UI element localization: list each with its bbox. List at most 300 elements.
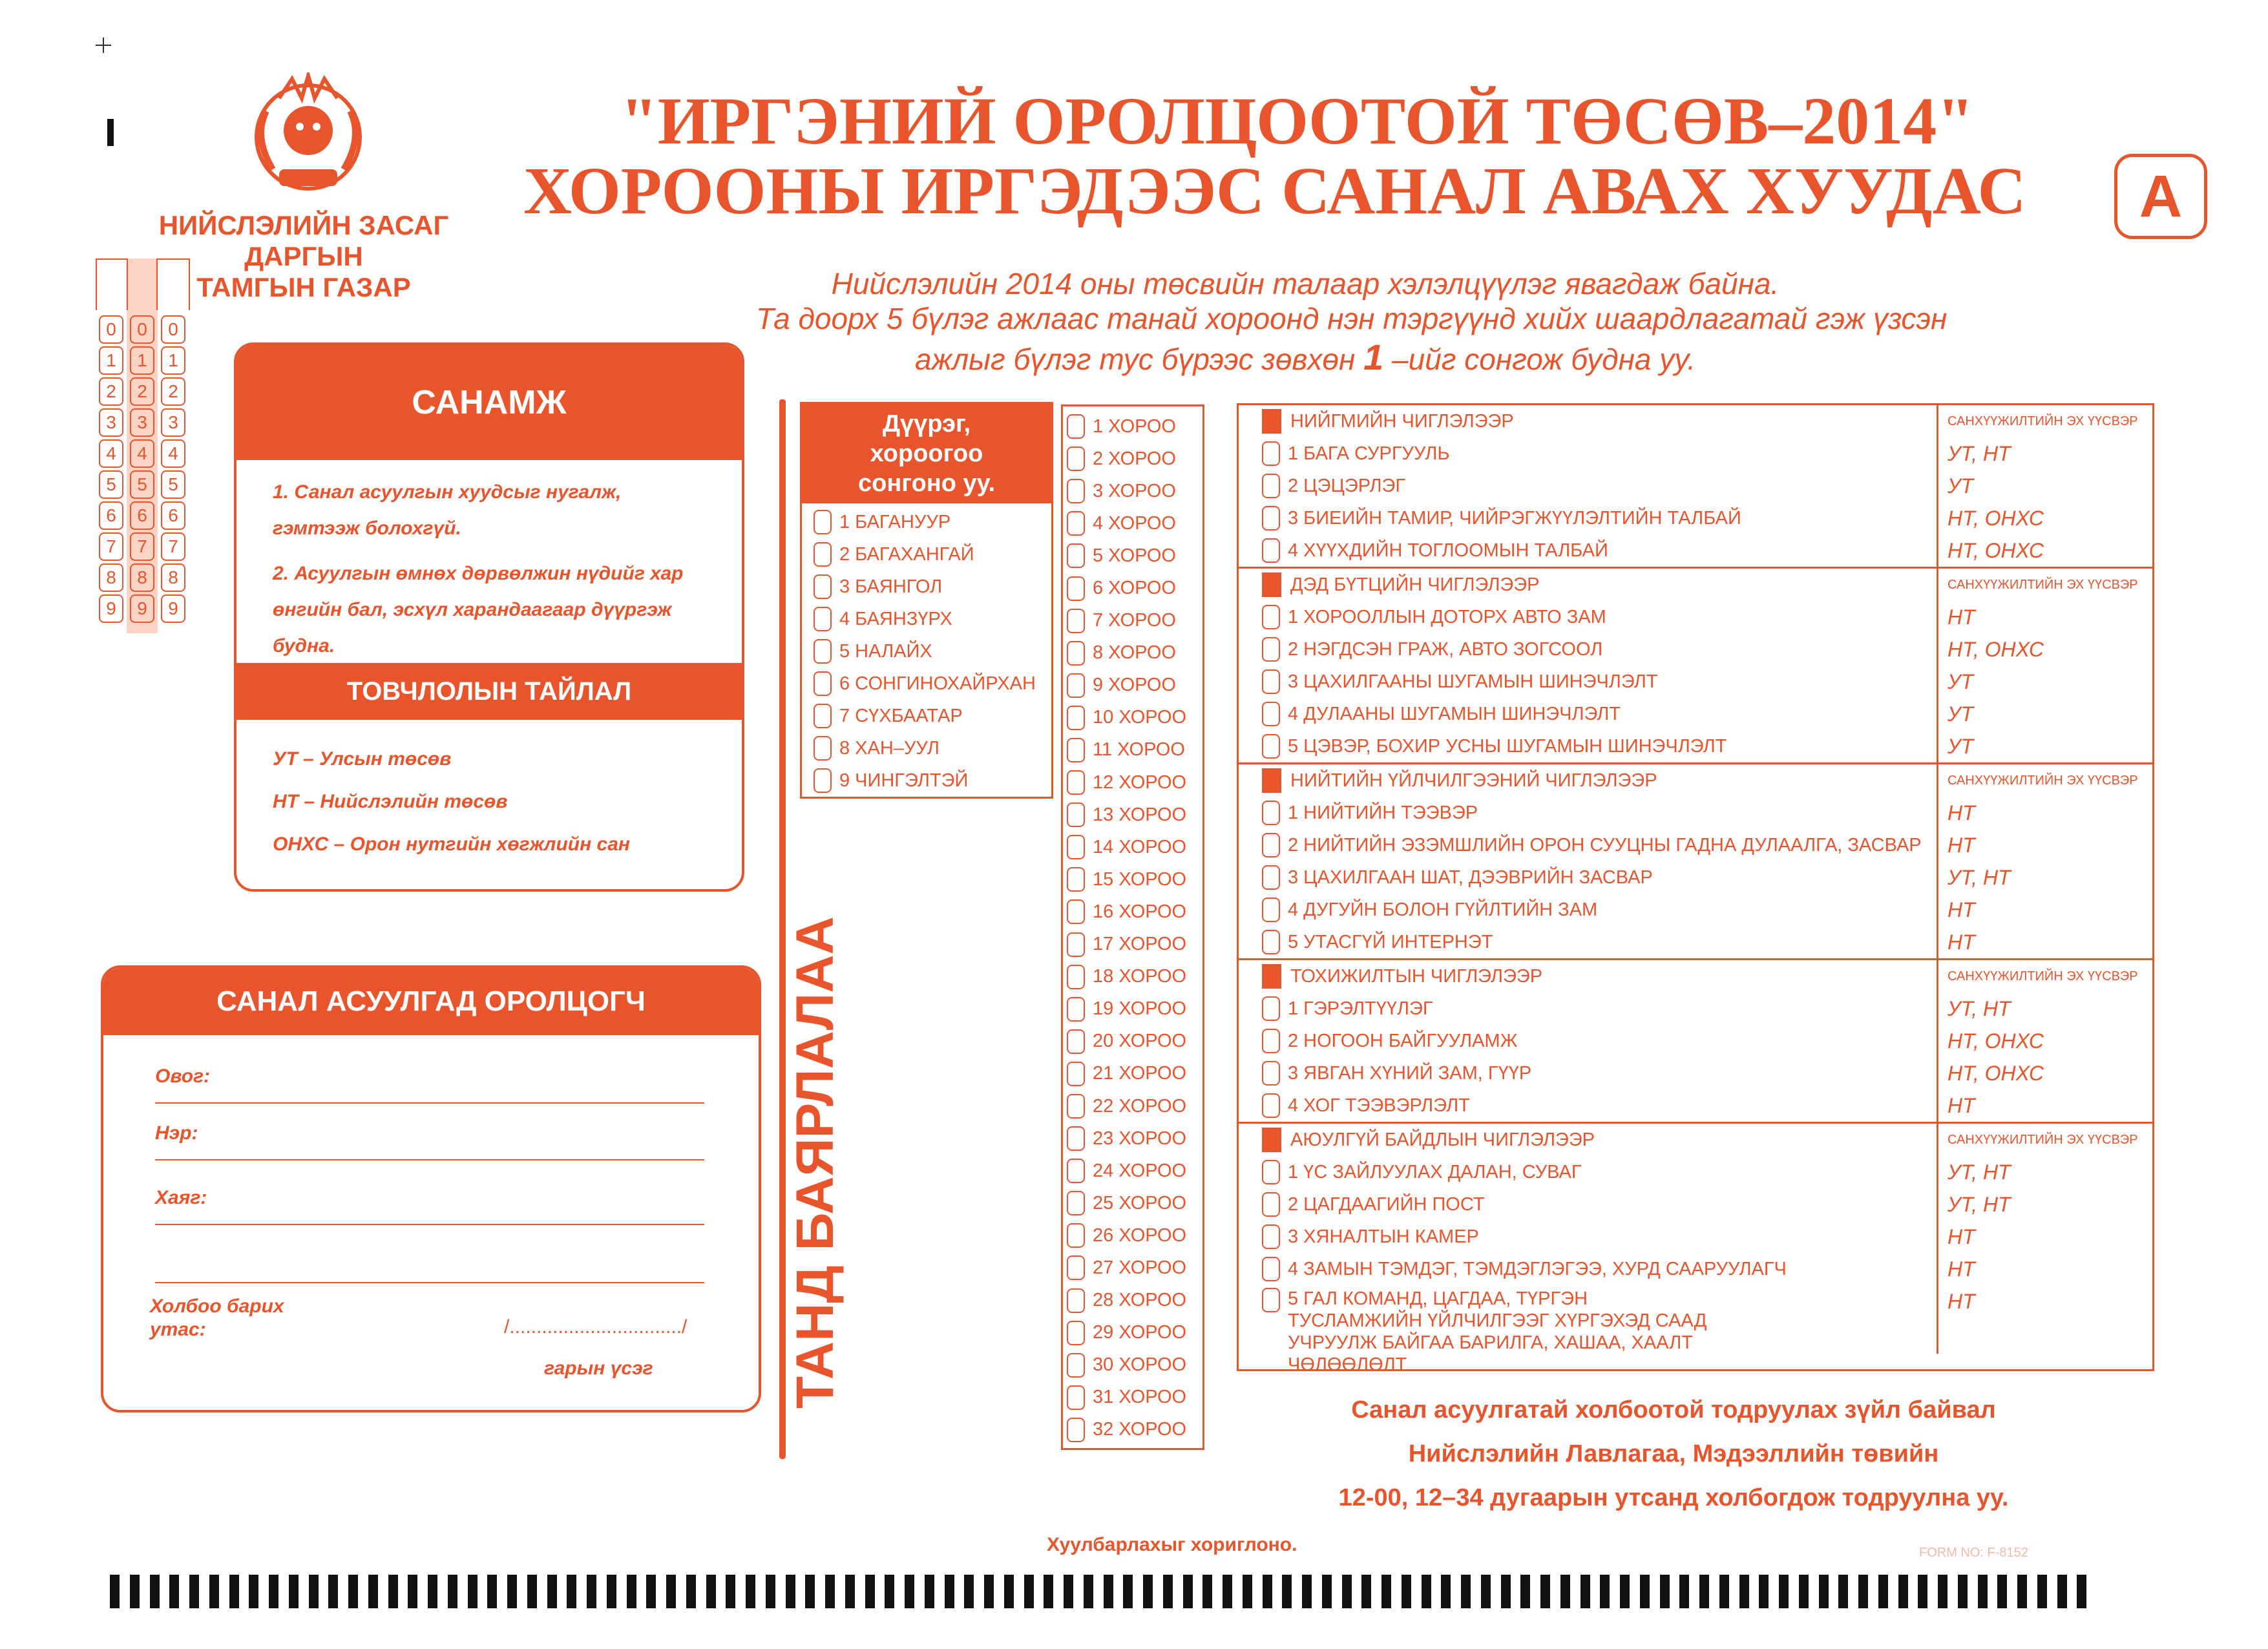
phone-label-1: Холбоо барих [150, 1296, 284, 1317]
timing-bar [1481, 1575, 1491, 1608]
digit-bubble[interactable]: 5 [161, 470, 185, 499]
timing-bar [309, 1575, 319, 1608]
checkbox-icon[interactable] [1067, 1385, 1085, 1410]
checkbox-icon[interactable] [1067, 1062, 1085, 1086]
project-label: 2 НИЙТИЙН ЭЗЭМШЛИЙН ОРОН СУУЦНЫ ГАДНА ДУЛААЛГА, ЗАСВАР [1288, 834, 1922, 856]
digit-bubble[interactable]: 0 [130, 315, 154, 344]
project-option[interactable] [1239, 861, 2152, 894]
checkbox-icon[interactable] [814, 704, 832, 728]
khoroo-label: 9 ХОРОО [1093, 675, 1176, 696]
digit-bubble[interactable]: 1 [130, 346, 154, 375]
checkbox-icon[interactable] [814, 574, 832, 599]
form-letter-badge [2114, 154, 2207, 239]
project-option[interactable] [1239, 1285, 2152, 1375]
timing-bar [1381, 1575, 1391, 1608]
checkbox-icon[interactable] [1067, 770, 1085, 795]
funding-source: НТ, ОНХС [1937, 633, 2150, 666]
timing-bar [587, 1575, 596, 1608]
timing-bar [1322, 1575, 1332, 1608]
khoroo-option[interactable] [1067, 1414, 1202, 1446]
checkbox-icon[interactable] [1262, 1093, 1280, 1118]
last-name-field[interactable] [155, 1064, 704, 1104]
id-digit-grid [96, 258, 190, 633]
checkbox-icon[interactable] [1262, 474, 1280, 498]
checkbox-icon[interactable] [1262, 930, 1280, 954]
timing-bar [448, 1575, 457, 1608]
checkbox-icon[interactable] [1262, 538, 1280, 563]
timing-bar [1739, 1575, 1749, 1608]
khoroo-label: 5 ХОРОО [1093, 545, 1176, 566]
checkbox-icon[interactable] [1262, 1192, 1280, 1217]
khoroo-option[interactable] [1067, 540, 1202, 572]
checkbox-icon[interactable] [1262, 669, 1280, 694]
checkbox-icon[interactable] [1262, 637, 1280, 662]
timing-bar [1640, 1575, 1650, 1608]
digit-bubble[interactable]: 4 [99, 439, 123, 468]
project-label: 1 ГЭРЭЛТҮҮЛЭГ [1288, 998, 1433, 1019]
checkbox-icon[interactable] [1067, 1223, 1085, 1248]
funding-source: НТ [1937, 601, 2150, 633]
timing-bar [1600, 1575, 1610, 1608]
khoroo-option[interactable] [1067, 572, 1202, 604]
digit-bubble[interactable]: 9 [130, 594, 154, 623]
timing-bar [1620, 1575, 1630, 1608]
project-label: 3 ЦАХИЛГААНЫ ШУГАМЫН ШИНЭЧЛЭЛТ [1288, 671, 1658, 692]
timing-bar [1422, 1575, 1431, 1608]
address-field-line-2[interactable] [155, 1243, 704, 1283]
checkbox-icon[interactable] [1067, 1126, 1085, 1151]
timing-bar [1143, 1575, 1153, 1608]
project-label: 1 НИЙТИЙН ТЭЭВЭР [1288, 802, 1478, 823]
khoroo-option[interactable] [1067, 1252, 1202, 1284]
checkbox-icon[interactable] [1262, 833, 1280, 857]
digit-column-3 [160, 313, 187, 625]
district-label: 8 ХАН–УУЛ [839, 737, 940, 759]
checkbox-icon[interactable] [1262, 801, 1280, 825]
checkbox-icon[interactable] [1262, 506, 1280, 530]
timing-bar [1243, 1575, 1252, 1608]
checkbox-icon[interactable] [1067, 1029, 1085, 1054]
timing-bar [1104, 1575, 1113, 1608]
timing-bar [1520, 1575, 1530, 1608]
timing-bar [507, 1575, 517, 1608]
timing-bar [1779, 1575, 1789, 1608]
digit-bubble[interactable]: 2 [130, 377, 154, 406]
no-copy-notice: Хуулбарлахыг хориглоно. [1047, 1534, 1297, 1555]
funding-source: НТ [1937, 1221, 2150, 1253]
timing-bar [686, 1575, 696, 1608]
checkbox-icon[interactable] [814, 639, 832, 664]
district-option[interactable] [814, 667, 1051, 700]
khoroo-option[interactable] [1067, 1349, 1202, 1381]
digit-bubble[interactable]: 3 [99, 408, 123, 437]
digit-bubble[interactable]: 9 [161, 594, 185, 623]
project-label: 5 УТАСГҮЙ ИНТЕРНЭТ [1288, 931, 1493, 952]
khoroo-option[interactable] [1067, 896, 1202, 928]
address-field[interactable] [155, 1185, 704, 1225]
timing-bar [169, 1575, 179, 1608]
timing-bar [468, 1575, 478, 1608]
khoroo-option[interactable] [1067, 1090, 1202, 1122]
khoroo-option[interactable] [1067, 1317, 1202, 1349]
phone-field[interactable] [150, 1295, 719, 1347]
project-option[interactable] [1239, 437, 2152, 470]
project-option[interactable] [1239, 1188, 2152, 1221]
timing-bar [945, 1575, 954, 1608]
khoroo-option[interactable] [1067, 929, 1202, 961]
khoroo-box [1061, 404, 1204, 1450]
checkbox-icon[interactable] [1067, 576, 1085, 601]
checkbox-icon[interactable] [814, 736, 832, 761]
project-option[interactable] [1239, 1221, 2152, 1253]
khoroo-option[interactable] [1067, 1122, 1202, 1155]
project-option[interactable] [1239, 894, 2152, 926]
khoroo-label: 4 ХОРОО [1093, 512, 1176, 534]
city-emblem [240, 72, 376, 202]
project-option[interactable] [1239, 993, 2152, 1025]
timing-bar [766, 1575, 775, 1608]
intro-number: 1 [1363, 337, 1384, 377]
checkbox-icon[interactable] [1262, 605, 1280, 629]
khoroo-option[interactable] [1067, 1285, 1202, 1317]
checkbox-icon[interactable] [1262, 1257, 1280, 1281]
district-label: 1 БАГАНУУР [839, 511, 951, 532]
khoroo-label: 19 ХОРОО [1093, 998, 1187, 1020]
contact-info [1254, 1388, 2094, 1520]
digit-bubble[interactable]: 7 [161, 532, 185, 561]
project-option[interactable] [1239, 797, 2152, 829]
timing-bar [1223, 1575, 1232, 1608]
warning-title: САНАМЖ [236, 345, 742, 460]
district-title-1: Дүүрэг, [882, 410, 971, 437]
checkbox-icon[interactable] [1262, 865, 1280, 890]
digit-bubble[interactable]: 5 [130, 470, 154, 499]
timing-bar [1660, 1575, 1670, 1608]
signature-line[interactable]: /................................/ [504, 1316, 688, 1338]
checkbox-icon[interactable] [1067, 543, 1085, 568]
khoroo-list [1063, 406, 1202, 1446]
timing-bar [964, 1575, 974, 1608]
timing-bar [1838, 1575, 1848, 1608]
digit-bubble[interactable]: 2 [161, 377, 185, 406]
funding-source: НТ, ОНХС [1937, 1025, 2150, 1057]
checkbox-icon[interactable] [1067, 1418, 1085, 1442]
khoroo-label: 1 ХОРОО [1093, 415, 1176, 437]
checkbox-icon[interactable] [1067, 641, 1085, 666]
digit-bubble[interactable]: 4 [130, 439, 154, 468]
digit-bubble[interactable]: 8 [161, 563, 185, 592]
project-option[interactable] [1239, 502, 2152, 534]
project-option[interactable] [1239, 1089, 2152, 1122]
funding-source: УТ [1937, 666, 2150, 698]
digit-column-1 [98, 313, 125, 625]
timing-bar [1858, 1575, 1868, 1608]
funding-source: УТ, НТ [1937, 1156, 2150, 1188]
checkbox-icon[interactable] [1067, 706, 1085, 730]
district-option[interactable] [814, 732, 1051, 764]
khoroo-option[interactable] [1067, 734, 1202, 766]
timing-bar [805, 1575, 815, 1608]
timing-bar [388, 1575, 398, 1608]
checkbox-icon[interactable] [814, 768, 832, 793]
digit-bubble[interactable]: 0 [99, 315, 123, 344]
funding-source: НТ [1937, 1089, 2150, 1122]
project-option[interactable] [1239, 1253, 2152, 1285]
timing-bar [130, 1575, 140, 1608]
khoroo-label: 2 ХОРОО [1093, 448, 1176, 469]
checkbox-icon[interactable] [1067, 1159, 1085, 1183]
project-option[interactable] [1239, 1057, 2152, 1089]
funding-source: НТ [1937, 1253, 2150, 1285]
funding-source: НТ, ОНХС [1937, 1057, 2150, 1089]
checkbox-icon[interactable] [1067, 1191, 1085, 1215]
form-number: FORM NO: F-8152 [1919, 1546, 2028, 1560]
digit-bubble[interactable]: 7 [99, 532, 123, 561]
district-option[interactable] [814, 538, 1051, 571]
khoroo-label: 7 ХОРОО [1093, 610, 1176, 631]
timing-bar [1461, 1575, 1471, 1608]
agency-line-1: НИЙСЛЭЛИЙН ЗАСАГ ДАРГЫН [158, 210, 449, 271]
checkbox-icon[interactable] [1262, 1160, 1280, 1184]
checkbox-icon[interactable] [1262, 702, 1280, 726]
timing-mark [107, 119, 114, 146]
project-option[interactable] [1239, 633, 2152, 666]
district-title [802, 404, 1051, 503]
digit-bubble[interactable]: 3 [161, 408, 185, 437]
checkbox-icon[interactable] [1067, 414, 1085, 439]
khoroo-label: 31 ХОРОО [1093, 1387, 1187, 1408]
project-option[interactable] [1239, 698, 2152, 730]
checkbox-icon[interactable] [1067, 609, 1085, 633]
project-label: 3 ЯВГАН ХҮНИЙ ЗАМ, ГҮҮР [1288, 1062, 1532, 1084]
checkbox-icon[interactable] [1067, 803, 1085, 827]
checkbox-icon[interactable] [1067, 1255, 1085, 1280]
intro-line-3 [756, 336, 1854, 378]
checkbox-icon[interactable] [1067, 997, 1085, 1022]
khoroo-option[interactable] [1067, 1155, 1202, 1187]
project-label: 2 НЭГДСЭН ГРАЖ, АВТО ЗОГСООЛ [1288, 638, 1603, 660]
district-option[interactable] [814, 635, 1051, 667]
khoroo-option[interactable] [1067, 1187, 1202, 1219]
timing-bar [1183, 1575, 1193, 1608]
checkbox-icon[interactable] [1262, 1029, 1280, 1053]
digit-bubble[interactable]: 9 [99, 594, 123, 623]
checkbox-icon[interactable] [1067, 835, 1085, 859]
digit-bubble[interactable]: 6 [99, 501, 123, 530]
funding-source: НТ, ОНХС [1937, 534, 2150, 567]
digit-bubble[interactable]: 1 [161, 346, 185, 375]
project-label: 3 ХЯНАЛТЫН КАМЕР [1288, 1226, 1479, 1247]
checkbox-icon[interactable] [814, 510, 832, 534]
checkbox-icon[interactable] [1067, 932, 1085, 957]
project-option[interactable] [1239, 1025, 2152, 1057]
digit-bubble[interactable]: 3 [130, 408, 154, 437]
khoroo-option[interactable] [1067, 475, 1202, 507]
district-option[interactable] [814, 571, 1051, 603]
timing-bar [1342, 1575, 1352, 1608]
district-label: 3 БАЯНГОЛ [839, 576, 943, 597]
project-option[interactable] [1239, 829, 2152, 861]
checkbox-icon[interactable] [1262, 441, 1280, 466]
digit-bubble[interactable]: 8 [99, 563, 123, 592]
khoroo-label: 21 ХОРОО [1093, 1063, 1187, 1084]
timing-bar [726, 1575, 735, 1608]
district-list [802, 503, 1051, 797]
timing-bar [1501, 1575, 1511, 1608]
digit-bubble[interactable]: 6 [130, 501, 154, 530]
checkbox-icon[interactable] [1067, 899, 1085, 924]
checkbox-icon[interactable] [1067, 1288, 1085, 1313]
timing-bar [1918, 1575, 1927, 1608]
first-name-field[interactable] [155, 1120, 704, 1161]
timing-bar [2017, 1575, 2027, 1608]
project-option[interactable] [1239, 470, 2152, 502]
checkbox-icon[interactable] [1262, 1288, 1280, 1312]
khoroo-option[interactable] [1067, 1219, 1202, 1252]
district-option[interactable] [814, 764, 1051, 797]
timing-bar [1361, 1575, 1371, 1608]
khoroo-label: 11 ХОРОО [1093, 739, 1185, 761]
khoroo-option[interactable] [1067, 669, 1202, 702]
checkbox-icon[interactable] [1067, 867, 1085, 892]
khoroo-option[interactable] [1067, 605, 1202, 637]
khoroo-option[interactable] [1067, 702, 1202, 734]
checkbox-icon[interactable] [1067, 479, 1085, 503]
timing-bar [1044, 1575, 1053, 1608]
checkbox-icon[interactable] [1262, 898, 1280, 922]
timing-bar [269, 1575, 278, 1608]
project-label: 4 ЗАМЫН ТЭМДЭГ, ТЭМДЭГЛЭГЭЭ, ХУРД СААРУУЛАГЧ [1288, 1258, 1787, 1279]
khoroo-option[interactable] [1067, 637, 1202, 669]
funding-source: УТ [1937, 470, 2150, 502]
address-label: Хаяг: [155, 1187, 207, 1208]
timing-bar [110, 1575, 120, 1608]
project-option[interactable] [1239, 926, 2152, 958]
category-marker-icon [1262, 768, 1281, 793]
khoroo-option[interactable] [1067, 1025, 1202, 1058]
timing-bar [1263, 1575, 1272, 1608]
checkbox-icon[interactable] [1067, 738, 1085, 762]
funding-source: УТ, НТ [1937, 993, 2150, 1025]
digit-bubble[interactable]: 2 [99, 377, 123, 406]
district-label: 4 БАЯНЗҮРХ [839, 608, 952, 629]
checkbox-icon[interactable] [1067, 446, 1085, 471]
timing-bar [1123, 1575, 1133, 1608]
checkbox-icon[interactable] [1067, 1353, 1085, 1378]
khoroo-label: 32 ХОРОО [1093, 1419, 1187, 1440]
category-section [1239, 960, 2152, 1124]
project-option[interactable] [1239, 666, 2152, 698]
district-option[interactable] [814, 506, 1051, 538]
district-option[interactable] [814, 700, 1051, 732]
project-label: 1 ХОРООЛЛЫН ДОТОРХ АВТО ЗАМ [1288, 606, 1606, 627]
funding-source-header: САНХҮҮЖИЛТИЙН ЭХ ҮҮСВЭР [1937, 405, 2150, 437]
timing-bar [746, 1575, 755, 1608]
digit-bubble[interactable]: 8 [130, 563, 154, 592]
digit-bubble[interactable]: 5 [99, 470, 123, 499]
khoroo-option[interactable] [1067, 863, 1202, 896]
digit-column-2 [129, 313, 156, 625]
checkbox-icon[interactable] [1067, 965, 1085, 989]
timing-bar [1719, 1575, 1729, 1608]
project-label: 2 ЦАГДААГИЙН ПОСТ [1288, 1193, 1485, 1215]
timing-bar [1024, 1575, 1034, 1608]
timing-bar [249, 1575, 258, 1608]
district-box [800, 402, 1053, 799]
project-option[interactable] [1239, 1156, 2152, 1188]
project-option[interactable] [1239, 601, 2152, 633]
khoroo-option[interactable] [1067, 831, 1202, 863]
timing-bar [1402, 1575, 1411, 1608]
checkbox-icon[interactable] [1067, 673, 1085, 698]
khoroo-option[interactable] [1067, 961, 1202, 993]
digit-bubble[interactable]: 4 [161, 439, 185, 468]
project-label: 5 ЦЭВЭР, БОХИР УСНЫ ШУГАМЫН ШИНЭЧЛЭЛТ [1288, 735, 1727, 757]
intro-line-2: Та доорх 5 бүлэг ажлаас танай хороонд нэн тэргүүнд хийх шаардлагатай гэж үзсэн [756, 302, 1948, 335]
khoroo-option[interactable] [1067, 799, 1202, 831]
district-title-3: сонгоно уу. [857, 470, 996, 497]
checkbox-icon[interactable] [1262, 734, 1280, 759]
khoroo-option[interactable] [1067, 507, 1202, 540]
project-label: 4 ХҮҮХДИЙН ТОГЛООМЫН ТАЛБАЙ [1288, 540, 1608, 561]
khoroo-label: 18 ХОРОО [1093, 966, 1187, 987]
abbreviations-header-text: ТОВЧЛОЛЫН ТАЙЛАЛ [346, 677, 632, 706]
timing-bar [1282, 1575, 1292, 1608]
district-option[interactable] [814, 603, 1051, 635]
digit-bubble[interactable]: 7 [130, 532, 154, 561]
digit-bubble[interactable]: 1 [99, 346, 123, 375]
khoroo-option[interactable] [1067, 1058, 1202, 1090]
form-letter: A [2139, 163, 2183, 229]
funding-source: НТ [1937, 829, 2150, 861]
timing-bar [845, 1575, 855, 1608]
project-label: 2 ЦЭЦЭРЛЭГ [1288, 475, 1406, 496]
timing-bar [1441, 1575, 1451, 1608]
checkbox-icon[interactable] [1262, 1224, 1280, 1249]
khoroo-option[interactable] [1067, 766, 1202, 799]
timing-bar [1580, 1575, 1590, 1608]
abbr-3: ОНХС – Орон нутгийн хөгжлийн сан [273, 834, 631, 855]
khoroo-option[interactable] [1067, 410, 1202, 443]
project-option[interactable] [1239, 534, 2152, 567]
checkbox-icon[interactable] [814, 542, 832, 567]
checkbox-icon[interactable] [1067, 1321, 1085, 1345]
checkbox-icon[interactable] [1262, 996, 1280, 1021]
checkbox-icon[interactable] [1262, 1061, 1280, 1086]
page-title-line-1: "ИРГЭНИЙ ОРОЛЦООТОЙ ТӨСӨВ–2014" [620, 84, 1975, 158]
checkbox-icon[interactable] [814, 607, 832, 631]
checkbox-icon[interactable] [1067, 1094, 1085, 1119]
khoroo-label: 30 ХОРОО [1093, 1354, 1187, 1376]
category-section [1239, 405, 2152, 569]
timing-bar [905, 1575, 914, 1608]
timing-bar [2037, 1575, 2047, 1608]
project-option[interactable] [1239, 730, 2152, 762]
category-title: ТОХИЖИЛТЫН ЧИГЛЭЛЭЭР [1290, 965, 1543, 987]
checkbox-icon[interactable] [814, 671, 832, 696]
timing-bar [865, 1575, 875, 1608]
digit-bubble[interactable]: 6 [161, 501, 185, 530]
digit-bubble[interactable]: 0 [161, 315, 185, 344]
khoroo-label: 8 ХОРОО [1093, 642, 1176, 664]
timing-bar [1978, 1575, 1988, 1608]
khoroo-option[interactable] [1067, 1381, 1202, 1414]
checkbox-icon[interactable] [1067, 511, 1085, 536]
timing-bar [527, 1575, 537, 1608]
khoroo-option[interactable] [1067, 443, 1202, 475]
funding-source-header: САНХҮҮЖИЛТИЙН ЭХ ҮҮСВЭР [1937, 1124, 2150, 1156]
khoroo-option[interactable] [1067, 993, 1202, 1025]
